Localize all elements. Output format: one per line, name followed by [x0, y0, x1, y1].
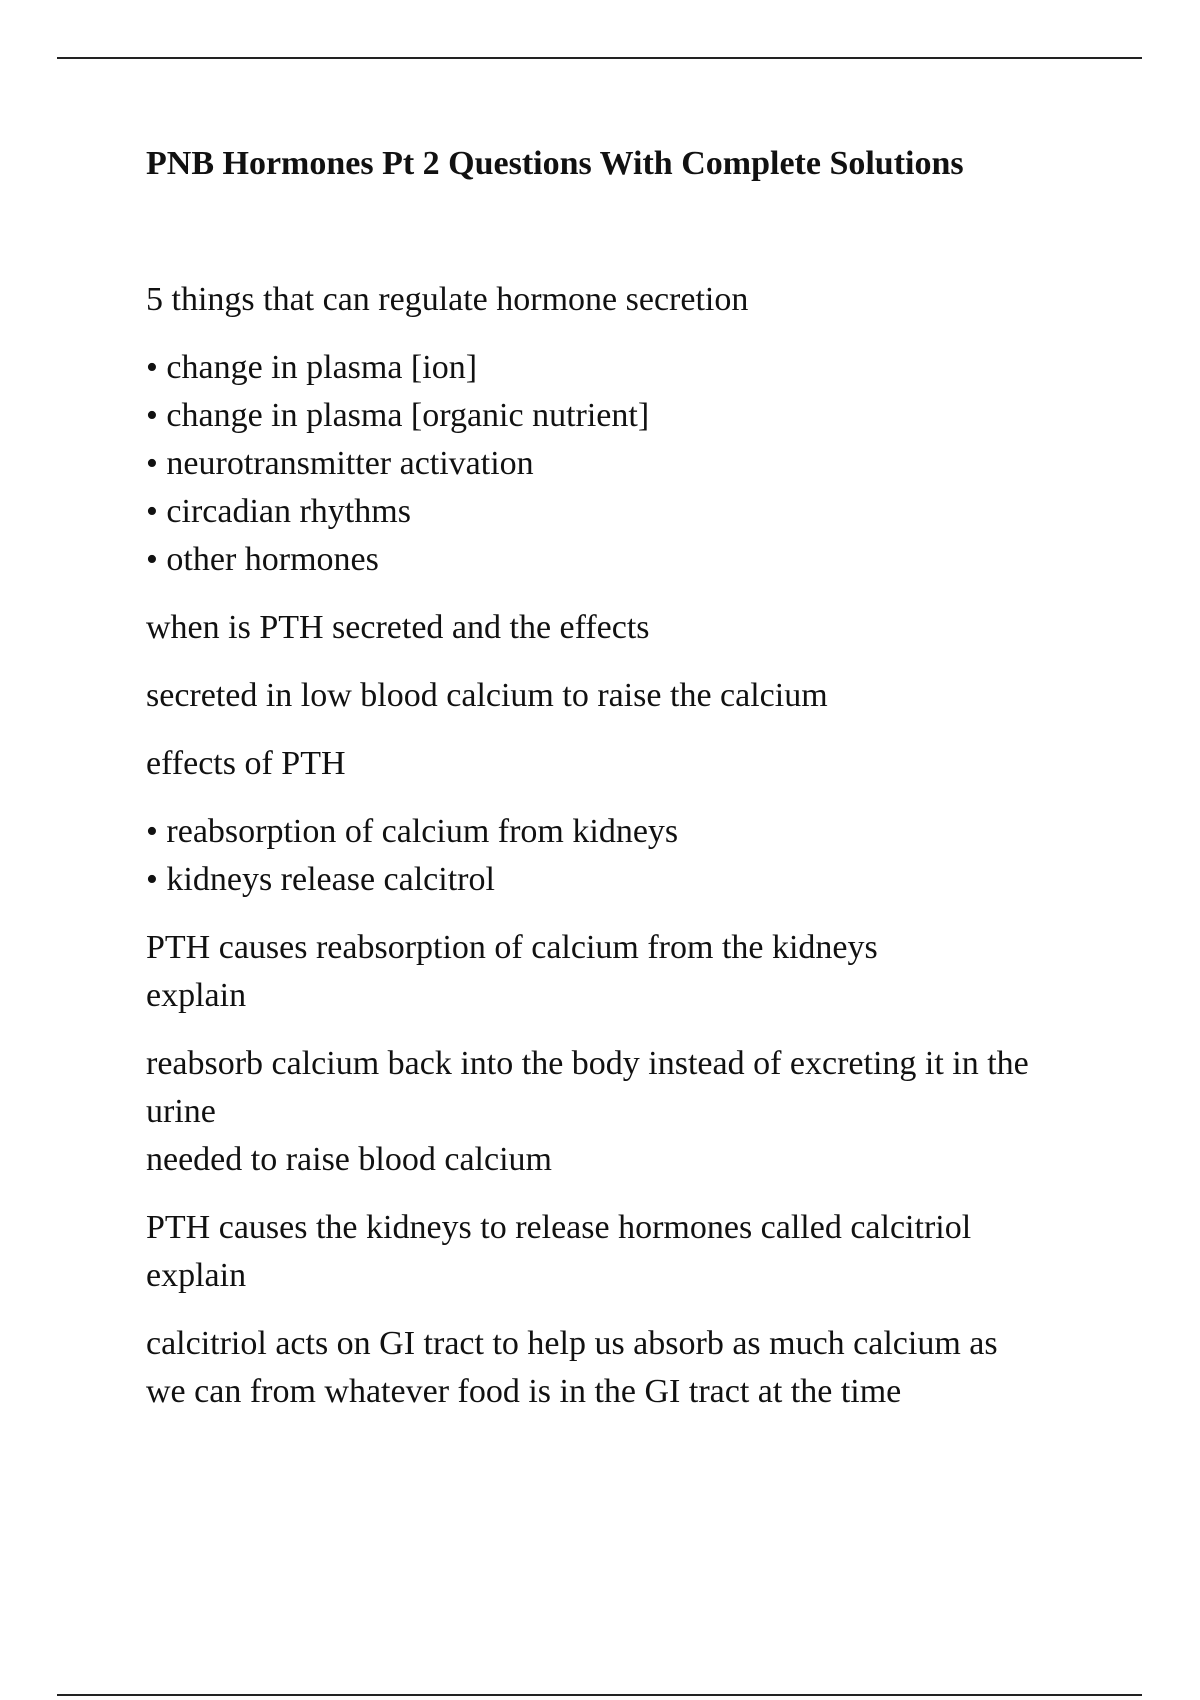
text-line: PTH causes the kidneys to release hormones called calcitriol: [146, 1209, 972, 1246]
text-line: reabsorb calcium back into the body instead of excreting it in the: [146, 1045, 1029, 1082]
text-line: when is PTH secreted and the effects: [146, 609, 650, 646]
text-line: 5 things that can regulate hormone secretion: [146, 281, 749, 318]
bullet-item: • circadian rhythms: [146, 488, 1106, 536]
answer-pth-reabsorption: [146, 1040, 1106, 1184]
text-line: calcitriol acts on GI tract to help us absorb as much calcium as: [146, 1325, 998, 1362]
answer-pth-secretion: [146, 672, 1106, 720]
text-line: secreted in low blood calcium to raise the calcium: [146, 677, 828, 714]
text-line: needed to raise blood calcium: [146, 1141, 552, 1178]
header-rule: [57, 57, 1142, 59]
text-line: urine: [146, 1093, 216, 1130]
question-calcitriol: [146, 1204, 1106, 1300]
question-hormone-regulation: [146, 276, 1106, 324]
bullet-item: • change in plasma [organic nutrient]: [146, 392, 1106, 440]
document-title: PNB Hormones Pt 2 Questions With Complete Solutions: [146, 145, 964, 182]
document-body: [146, 140, 1106, 1436]
bullet-item: • kidneys release calcitrol: [146, 856, 1106, 904]
text-line: PTH causes reabsorption of calcium from the kidneys: [146, 929, 878, 966]
answer-pth-effects: [146, 808, 1106, 904]
footer-rule: [57, 1694, 1142, 1696]
bullet-item: • change in plasma [ion]: [146, 344, 1106, 392]
text-line: explain: [146, 977, 247, 1014]
question-pth-reabsorption: [146, 924, 1106, 1020]
text-line: explain: [146, 1257, 247, 1294]
text-line: effects of PTH: [146, 745, 346, 782]
answer-calcitriol: [146, 1320, 1106, 1416]
question-pth-effects: [146, 740, 1106, 788]
question-pth-secretion: [146, 604, 1106, 652]
bullet-list: [146, 808, 1106, 904]
bullet-item: • reabsorption of calcium from kidneys: [146, 808, 1106, 856]
bullet-item: • other hormones: [146, 536, 1106, 584]
bullet-item: • neurotransmitter activation: [146, 440, 1106, 488]
bullet-list: [146, 344, 1106, 584]
text-line: we can from whatever food is in the GI tract at the time: [146, 1373, 902, 1410]
answer-hormone-regulation: [146, 344, 1106, 584]
